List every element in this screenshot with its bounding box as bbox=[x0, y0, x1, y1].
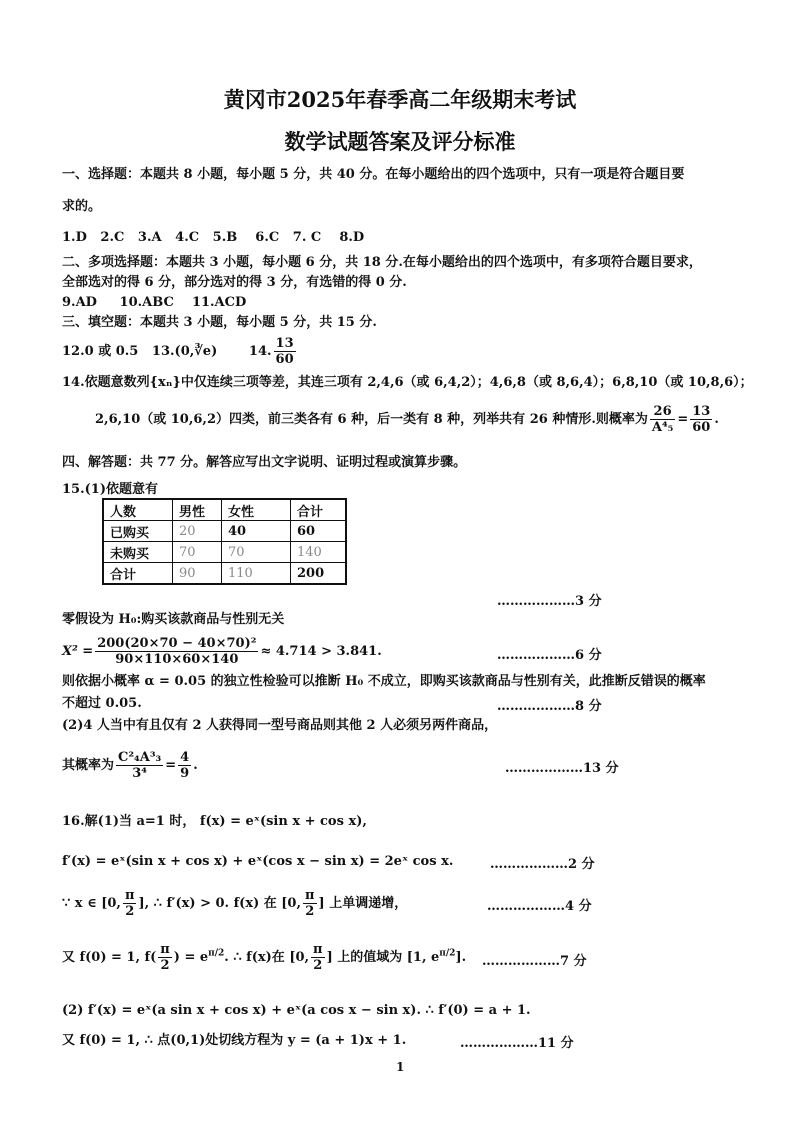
table-cell: 70 bbox=[222, 542, 291, 563]
denominator: 90×110×60×140 bbox=[115, 652, 239, 667]
denominator: 2 bbox=[125, 904, 135, 919]
denominator: 2 bbox=[313, 958, 323, 973]
table-header: 女性 bbox=[222, 499, 291, 521]
prob-prefix: 其概率为 bbox=[62, 758, 115, 773]
section3-answers bbox=[62, 336, 298, 367]
section1-heading: 一、选择题：本题共 8 小题，每小题 5 分，共 40 分。在每小题给出的四个选项中，只有一项是符合题目要 bbox=[62, 167, 685, 182]
chi-fraction bbox=[95, 636, 258, 667]
equals: = bbox=[165, 758, 177, 773]
numerator: 26 bbox=[650, 404, 675, 420]
table-cell: 已购买 bbox=[103, 521, 173, 542]
answer-13: 13.(0,∛e) bbox=[151, 344, 218, 359]
equals: = bbox=[677, 412, 689, 427]
conclusion-line2: 不超过 0.05. bbox=[62, 696, 142, 711]
fraction-13-60 bbox=[690, 404, 712, 435]
text: . ∴ f(x)在 [0, bbox=[224, 950, 310, 965]
numerator: 200(20×70 − 40×70)² bbox=[97, 636, 257, 651]
numerator: π bbox=[124, 888, 135, 903]
section3-heading: 三、填空题：本题共 3 小题，每小题 5 分，共 15 分. bbox=[62, 315, 377, 330]
score-marker: ………………7 分 bbox=[482, 954, 587, 969]
numerator: 13 bbox=[275, 336, 294, 351]
score-marker: ………………11 分 bbox=[460, 1036, 574, 1051]
chi-lhs: X² = bbox=[62, 644, 94, 659]
q14-explanation-line1: 14.依题意数列{xₙ}中仅连续三项等差，其连三项有 2,4,6（或 6,4,2）；4,6,8（或 8,6,4）；6,8,10（或 10,8,6）； bbox=[62, 375, 753, 390]
denominator: 60 bbox=[692, 420, 711, 435]
numerator: 4 bbox=[180, 750, 190, 765]
denominator: A⁴₅ bbox=[651, 420, 674, 435]
q15-part2: (2)4 人当中有且仅有 2 人获得同一型号商品则其他 2 人必须另两件商品， bbox=[62, 718, 498, 733]
table-cell: 200 bbox=[291, 563, 347, 585]
text: ]. bbox=[455, 950, 467, 965]
q16-line1: 16.解(1)当 a=1 时， f(x) = eˣ(sin x + cos x), bbox=[62, 814, 367, 829]
answer-14-prefix: 14. bbox=[248, 344, 272, 359]
null-hypothesis: 零假设为 H₀:购买该款商品与性别无关 bbox=[62, 612, 285, 627]
score-marker: ………………4 分 bbox=[487, 899, 592, 914]
pi-over-2 bbox=[158, 942, 172, 973]
chi-square-formula bbox=[62, 636, 382, 667]
numerator: π bbox=[305, 888, 315, 903]
pi-over-2 bbox=[311, 942, 325, 973]
table-header: 男性 bbox=[173, 499, 222, 521]
pi-over-2 bbox=[303, 888, 317, 919]
score-marker: ………………3 分 bbox=[497, 594, 602, 609]
q15-intro: 15.(1)依题意有 bbox=[62, 482, 158, 497]
table-cell: 合计 bbox=[103, 563, 173, 585]
denominator: 2 bbox=[160, 958, 170, 973]
exponent: π/2 bbox=[208, 948, 225, 959]
text: ) = e bbox=[173, 950, 209, 965]
table-cell: 未购买 bbox=[103, 542, 173, 563]
answer-14-fraction bbox=[274, 336, 296, 367]
text: ∵ x ∈ [0, bbox=[62, 896, 121, 911]
document-title: 黄冈市2025年春季高二年级期末考试 bbox=[223, 87, 577, 112]
section2-heading: 二、多项选择题：本题共 3 小题，每小题 6 分，共 18 分.在每小题给出的四个选项中，有多项符合题目要求， bbox=[62, 255, 702, 270]
conclusion-line1: 则依据小概率 α = 0.05 的独立性检验可以推断 H₀ 不成立，即购买该款商品与性别有关，此推断反错误的概率 bbox=[62, 674, 706, 689]
q16-range bbox=[62, 942, 466, 973]
q16-derivative: f′(x) = eˣ(sin x + cos x) + eˣ(cos x − sin x) = 2eˣ cos x. bbox=[62, 854, 454, 869]
table-row bbox=[103, 542, 346, 563]
score-marker: ………………13 分 bbox=[505, 761, 619, 776]
fraction-26 bbox=[650, 404, 675, 435]
section1-heading-cont: 求的。 bbox=[62, 199, 102, 214]
section1-answers: 1.D 2.C 3.A 4.C 5.B 6.C 7. C 8.D bbox=[62, 230, 365, 245]
pi-over-2 bbox=[123, 888, 137, 919]
table-cell: 60 bbox=[291, 521, 347, 542]
contingency-table bbox=[102, 498, 347, 585]
table-cell: 70 bbox=[173, 542, 222, 563]
period: . bbox=[714, 412, 719, 427]
table-header: 人数 bbox=[103, 499, 173, 521]
exponent: π/2 bbox=[439, 948, 456, 959]
table-row bbox=[103, 521, 346, 542]
chi-result: ≈ 4.714 > 3.841. bbox=[260, 644, 382, 659]
denominator: 3⁴ bbox=[132, 766, 147, 781]
numerator: π bbox=[313, 942, 323, 957]
score-marker: ………………8 分 bbox=[497, 699, 602, 714]
denominator: 9 bbox=[180, 766, 190, 781]
table-header-row bbox=[103, 499, 346, 521]
denominator: 60 bbox=[275, 352, 294, 367]
prob-fraction bbox=[116, 750, 163, 781]
section2-heading-cont: 全部选对的得 6 分，部分选对的得 3 分，有选错的得 0 分. bbox=[62, 275, 407, 290]
probability-formula bbox=[62, 750, 198, 781]
period: . bbox=[193, 758, 198, 773]
text: 又 f(0) = 1, f( bbox=[62, 950, 157, 965]
answer-12: 12.0 或 0.5 bbox=[62, 344, 139, 359]
q16-monotonic bbox=[62, 888, 407, 919]
explanation-text: 2,6,10（或 10,6,2）四类，前三类各有 6 种，后一类有 8 种，列举共有 26 种情形.则概率为 bbox=[95, 412, 648, 427]
table-header: 合计 bbox=[291, 499, 347, 521]
numerator: π bbox=[160, 942, 170, 957]
q16-part2: (2) f′(x) = eˣ(a sin x + cos x) + eˣ(a cos x − sin x). ∴ f′(0) = a + 1. bbox=[62, 1003, 531, 1018]
prob-result bbox=[178, 750, 191, 781]
numerator: C²₄A³₃ bbox=[118, 750, 162, 765]
table-cell: 140 bbox=[291, 542, 347, 563]
page-number: 1 bbox=[396, 1060, 405, 1074]
denominator: 2 bbox=[305, 904, 315, 919]
text: ] 上单调递增， bbox=[318, 896, 408, 911]
table-row bbox=[103, 563, 346, 585]
section4-heading: 四、解答题：共 77 分。解答应写出文字说明、证明过程或演算步骤。 bbox=[62, 455, 467, 470]
table-cell: 40 bbox=[222, 521, 291, 542]
section2-answers: 9.AD 10.ABC 11.ACD bbox=[62, 295, 247, 310]
table-cell: 20 bbox=[173, 521, 222, 542]
table-cell: 90 bbox=[173, 563, 222, 585]
document-subtitle: 数学试题答案及评分标准 bbox=[284, 129, 516, 154]
numerator: 13 bbox=[692, 404, 711, 419]
text: ] 上的值域为 [1, e bbox=[326, 950, 440, 965]
q14-explanation-line2 bbox=[95, 404, 719, 435]
q16-tangent-line: 又 f(0) = 1, ∴ 点(0,1)处切线方程为 y = (a + 1)x + 1. bbox=[62, 1033, 407, 1048]
score-marker: ………………2 分 bbox=[490, 857, 595, 872]
score-marker: ………………6 分 bbox=[497, 648, 602, 663]
text: ], ∴ f′(x) > 0. f(x) 在 [0, bbox=[138, 896, 302, 911]
table-cell: 110 bbox=[222, 563, 291, 585]
